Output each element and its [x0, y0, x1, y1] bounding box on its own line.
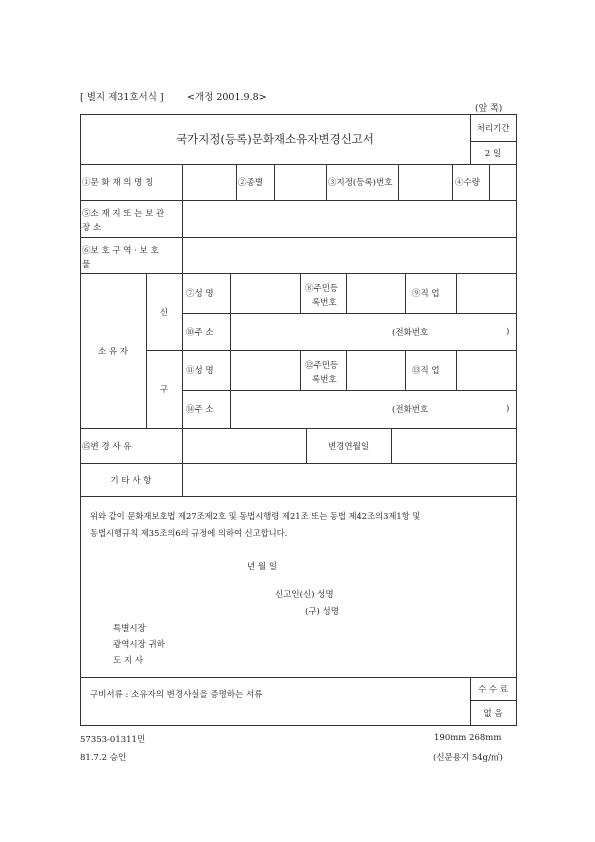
new-owner-phone-label: (전화번호	[392, 327, 429, 338]
change-reason-field[interactable]	[183, 429, 306, 462]
type-field[interactable]	[275, 165, 326, 199]
revision-note: <개정 2001.9.8>	[187, 92, 267, 103]
declaration-line-2: 동법시행규칙 제35조의6의 규정에 의하여 신고합니다.	[90, 528, 288, 538]
owner-label: 소 유 자	[97, 346, 129, 357]
old-owner-label: 구	[159, 385, 169, 395]
reporter-new-name: 신고인(신) 성명	[275, 590, 334, 600]
old-owner-job-label: ⑬직 업	[412, 366, 440, 376]
addressee-metro-city: 광역시장 귀하	[113, 640, 165, 650]
old-owner-rrn-field[interactable]	[347, 351, 405, 389]
old-owner-job-field[interactable]	[457, 351, 516, 389]
new-owner-name-field[interactable]	[231, 274, 300, 312]
change-date-field[interactable]	[392, 429, 516, 462]
page-side: (앞 쪽)	[475, 104, 503, 114]
protection-area-label-line1: ⑥보 호 구 역 · 보 호	[82, 246, 159, 256]
designation-number-label: ③지정(등록)번호	[328, 178, 393, 188]
new-owner-job-field[interactable]	[457, 274, 516, 312]
protection-area-label-line2: 물	[82, 260, 91, 270]
new-owner-rrn-label-1: ⑧주민등	[305, 284, 339, 294]
reporter-old-name: (구) 성명	[305, 607, 339, 617]
location-field[interactable]	[183, 201, 516, 236]
location-label-line2: 장 소	[82, 223, 102, 233]
cultural-property-name-label: ①문 화 재 의 명 칭	[82, 178, 154, 188]
new-owner-name-label: ⑦성 명	[186, 289, 214, 299]
declaration-date: 년 월 일	[247, 562, 278, 572]
new-owner-phone-close: )	[506, 326, 510, 337]
approval-date: 81.7.2 승인	[80, 753, 127, 763]
new-owner-address-field[interactable]	[231, 314, 391, 349]
old-owner-name-field[interactable]	[231, 351, 300, 389]
new-owner-rrn-field[interactable]	[347, 274, 405, 312]
designation-number-field[interactable]	[399, 165, 452, 199]
fee-label: 수 수 료	[477, 684, 509, 695]
old-owner-phone-close: )	[506, 404, 510, 414]
protection-area-field[interactable]	[183, 238, 516, 272]
new-owner-label: 신	[159, 307, 169, 318]
new-owner-address-label: ⑩주 소	[186, 327, 214, 338]
fee-value: 없 음	[483, 708, 503, 719]
addressee-special-city: 특별시장	[113, 624, 146, 634]
processing-period-value: 2 일	[484, 148, 502, 159]
type-label: ②종별	[238, 178, 263, 188]
change-reason-label: ⑮변 경 사 유	[82, 441, 132, 452]
addressee-province: 도 지 사	[113, 656, 144, 666]
other-remarks-field[interactable]	[183, 464, 516, 495]
change-date-label: 변경연월일	[327, 441, 370, 452]
form-number: [ 별지 제31호서식 ]	[80, 92, 164, 103]
cultural-property-name-field[interactable]	[183, 165, 236, 199]
old-owner-address-label: ⑭주 소	[186, 405, 214, 415]
old-owner-rrn-label-2: 록번호	[312, 375, 337, 385]
new-owner-rrn-label-2: 록번호	[312, 298, 337, 308]
new-owner-job-label: ⑨직 업	[412, 289, 440, 299]
form-code: 57353-01311민	[80, 735, 146, 745]
old-owner-phone-label: (전화번호	[392, 405, 429, 415]
required-documents: 구비서류 : 소유자의 변경사실을 증명하는 서류	[90, 690, 263, 700]
paper-size: 190mm 268mm	[434, 733, 502, 743]
location-label-line1: ⑤소 재 지 또 는 보 관	[82, 209, 165, 219]
quantity-field[interactable]	[490, 165, 516, 199]
form-title: 국가지정(등록)문화재소유자변경신고서	[176, 132, 374, 146]
quantity-label: ④수량	[455, 178, 480, 188]
old-owner-rrn-label-1: ⑫주민등	[305, 361, 339, 371]
paper-type: (신문용지 54g/㎡)	[433, 753, 503, 763]
old-owner-address-field[interactable]	[231, 391, 391, 427]
processing-period-label: 처리기간	[476, 123, 510, 134]
declaration-line-1: 위와 같이 문화재보호법 제27조제2호 및 동법시행령 제21조 또는 동법 제42조의3제1항 및	[90, 511, 421, 521]
old-owner-name-label: ⑪성 명	[186, 366, 214, 376]
other-remarks-label: 기 타 사 항	[110, 475, 152, 486]
